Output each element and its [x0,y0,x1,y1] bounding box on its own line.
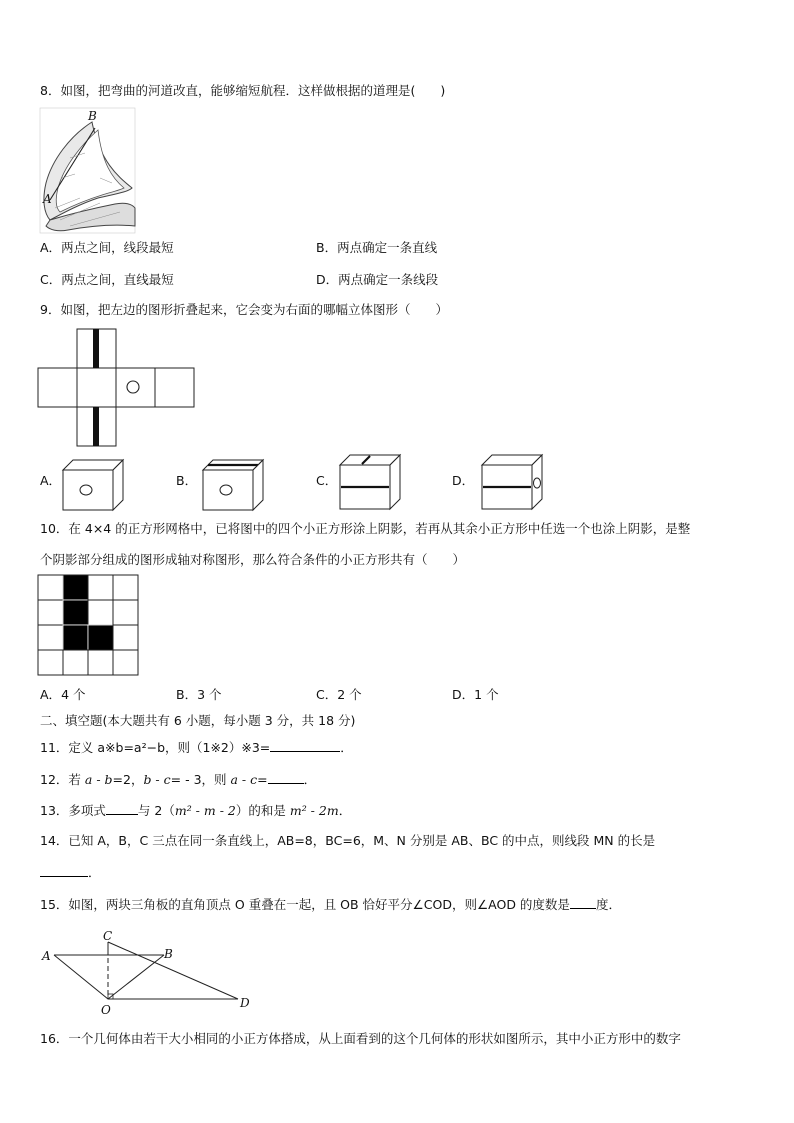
q8-stem: 8．如图，把弯曲的河道改直，能够缩短航程．这样做根据的道理是( ) [40,83,446,98]
option-letter: C． [40,272,62,287]
q14-stem-line1: 14．已知 A，B，C 三点在同一条直线上，AB=8，BC=6，M、N 分别是 AB、BC 的中点，则线段 MN 的长是 [40,833,656,848]
q12-expr3: a - c [230,772,258,787]
q9-option-b-cube[interactable] [203,460,265,512]
q11-prefix: 11．定义 a※b=a²−b，则（1※2）※3= [40,740,271,755]
q9-option-a-cube[interactable] [63,460,125,512]
option-letter: C． [316,687,338,702]
q10-option-b[interactable] [176,687,222,703]
grid-cell [38,600,63,625]
q13 [40,802,351,819]
q15-label-d: D [240,996,250,1010]
q13-answer-blank[interactable] [106,802,138,815]
q8-label-b: B [88,109,97,123]
option-text: 1 个 [474,687,499,702]
q15-label-c: C [103,929,113,943]
option-text: 两点确定一条直线 [337,240,438,255]
q11 [40,739,353,756]
q9-option-d-cube[interactable] [482,455,544,511]
q15-prefix: 15．如图，两块三角板的直角顶点 O 重叠在一起，且 OB 恰好平分∠COD，则∠AOD 的度数是 [40,897,570,912]
grid-cell [88,575,113,600]
q14-end: ． [88,865,101,880]
q9-cube-net [38,329,198,447]
q12-mid2: = - 3，则 [170,772,231,787]
q8-option-c[interactable] [40,272,174,288]
grid-cell-shaded [63,625,88,650]
q9-option-c-label[interactable]: C． [316,473,338,488]
option-letter: D． [452,687,475,702]
q12-answer-blank[interactable] [268,771,304,784]
section-heading: 二、填空题(本大题共有 6 小题，每小题 3 分，共 18 分) [40,713,356,728]
q8-option-a[interactable] [40,240,174,256]
option-text: 3 个 [197,687,222,702]
q10-stem-line2: 个阴影部分组成的图形成轴对称图形，那么符合条件的小正方形共有（ ） [40,552,466,567]
q8-label-a: A [43,192,52,206]
q10-option-a[interactable] [40,687,86,703]
q8-option-b[interactable] [316,240,437,256]
q10-option-d[interactable] [452,687,499,703]
q15-label-o: O [101,1003,111,1017]
option-letter: B． [176,687,198,702]
q8-river-figure [40,108,135,233]
grid-cell [38,575,63,600]
q9-stem: 9．如图，把左边的图形折叠起来，它会变为右面的哪幅立体图形（ ） [40,302,448,317]
q12 [40,771,316,788]
q12-expr2: b - c [143,772,171,787]
q15-label-b: B [164,947,173,961]
grid-cell [88,600,113,625]
q16-stem: 16．一个几何体由若干大小相同的小正方体搭成，从上面看到的这个几何体的形状如图所示，其中小正方形中的数字 [40,1031,681,1046]
q12-mid1: =2， [112,772,144,787]
q9-option-a-label[interactable]: A． [40,473,62,488]
option-text: 4 个 [61,687,86,702]
grid-cell [113,625,138,650]
q13-result: m² - 2m [289,803,339,818]
grid-cell [38,650,63,675]
grid-cell [113,575,138,600]
q13-mid2: ）的和是 [235,803,290,818]
option-text: 两点之间，直线最短 [61,272,174,287]
q15-triangles-figure [40,928,260,1018]
q12-eq: = [257,772,268,787]
q12-prefix: 12．若 [40,772,85,787]
q15-answer-blank[interactable] [570,896,596,909]
q14-line2 [40,864,101,881]
q9-option-d-label[interactable]: D． [452,473,475,488]
option-letter: D． [316,272,339,287]
option-text: 两点确定一条线段 [338,272,439,287]
grid-cell [88,650,113,675]
option-letter: A． [40,240,62,255]
q10-option-c[interactable] [316,687,362,703]
grid-cell [38,625,63,650]
option-text: 两点之间，线段最短 [61,240,174,255]
grid-cell [113,600,138,625]
q13-mid: 与 2（ [137,803,175,818]
q13-end: ． [338,803,352,818]
q12-end: ． [303,772,317,787]
q13-prefix: 13．多项式 [40,803,106,818]
grid-cell-shaded [63,600,88,625]
q14-answer-blank[interactable] [40,864,88,877]
q10-stem-line1: 10．在 4×4 的正方形网格中，已将图中的四个小正方形涂上阴影，若再从其余小正方形中任选一个也涂上阴影，是整 [40,521,691,536]
q15-suffix: 度． [595,897,621,912]
option-text: 2 个 [337,687,362,702]
q13-expr: m² - m - 2 [174,803,236,818]
q8-option-d[interactable] [316,272,438,288]
grid-cell-shaded [63,575,88,600]
q15-label-a: A [42,949,51,963]
q9-option-c-cube[interactable] [340,455,402,511]
q10-grid-figure [38,575,138,675]
q15 [40,896,621,913]
grid-cell [113,650,138,675]
q9-option-b-label[interactable]: B． [176,473,198,488]
grid-cell-shaded [88,625,113,650]
q11-suffix: ． [340,740,353,755]
grid-cell [63,650,88,675]
q12-expr1: a - b [84,772,113,787]
option-letter: B． [316,240,338,255]
option-letter: A． [40,687,62,702]
q11-answer-blank[interactable] [270,739,340,752]
